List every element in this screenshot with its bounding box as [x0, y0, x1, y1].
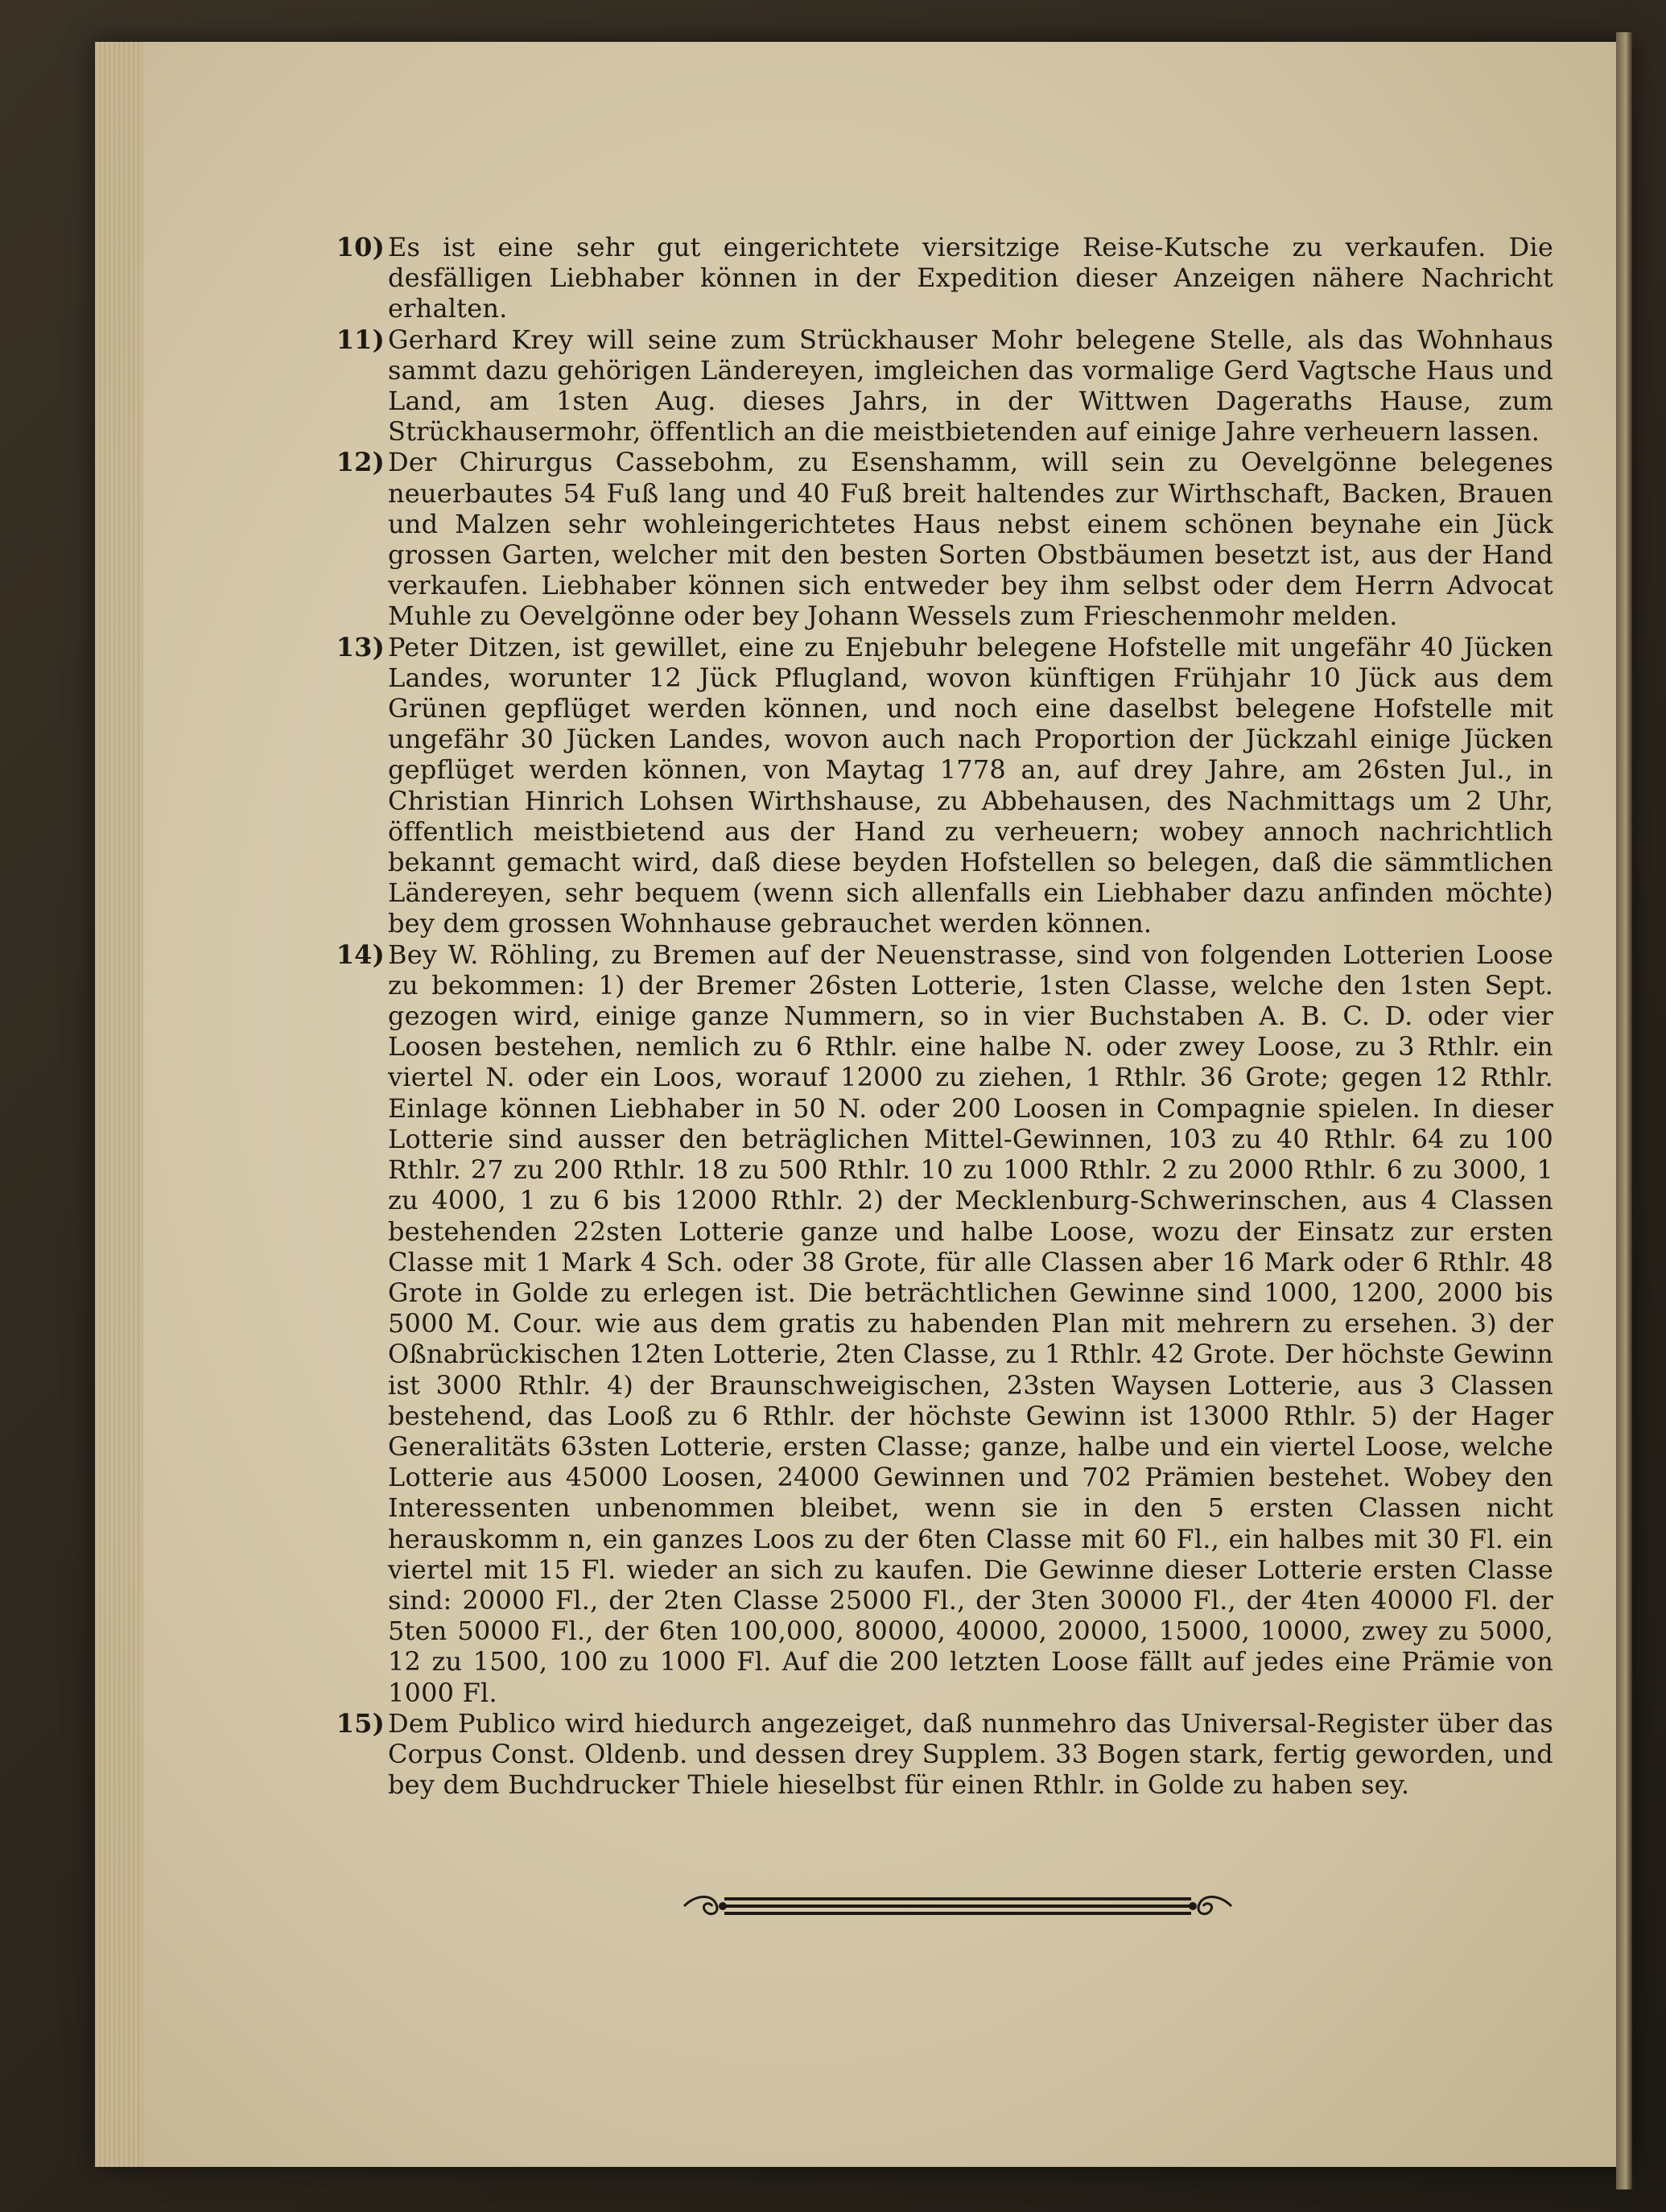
entry-number: 13) — [336, 631, 385, 662]
advertisement-entry — [336, 1707, 1553, 1801]
entry-text: Der Chirurgus Cassebohm, zu Esenshamm, will sein zu Oevelgönne belegenes neuerbautes 54 Fuß lang und 40 Fuß breit haltendes zur Wirthschaft, Backen, Brauen und Malzen sehr wohleingerichtetes Haus nebst einem schönen beynahe ein Jück grossen Garten, welcher mit den besten Sorten Obstbäumen besetzt ist, aus der Hand verkaufen. Liebhaber können sich entweder bey ihm selbst oder dem Herrn Advocat Muhle zu Oevelgönne oder bey Johann Wessels zum Frieschenmohr melden. — [388, 447, 1553, 632]
advertisement-entry — [336, 447, 1553, 632]
entry-text: Es ist eine sehr gut eingerichtete viersitzige Reise-Kutsche zu verkaufen. Die desfälligen Liebhaber können in der Expedition dieser Anzeigen nähere Nachricht erhalten. — [388, 232, 1553, 324]
advertisement-entry — [336, 324, 1553, 448]
advertisement-entry — [336, 939, 1553, 1708]
book-gutter — [1616, 32, 1632, 2189]
entry-text: Dem Publico wird hiedurch angezeiget, daß nunmehro das Universal-Register über das Corpus Const. Oldenb. und dessen drey Supplem. 33 Bogen stark, fertig geworden, und bey dem Buchdrucker Thiele hieselbst für einen Rthlr. in Golde zu haben sey. — [388, 1707, 1553, 1801]
page-edge — [95, 42, 143, 2167]
advertisement-entry — [336, 631, 1553, 939]
entry-text: Peter Ditzen, ist gewillet, eine zu Enjebuhr belegene Hofstelle mit ungefähr 40 Jücken Landes, worunter 12 Jück Pflugland, wovon künftigen Frühjahr 10 Jück aus dem Grünen gepflüget werden können, und noch eine daselbst belegene Hofstelle mit ungefähr 30 Jücken Landes, wovon auch nach Proportion der Jückzahl einige Jücken gepflüget werden können, von Maytag 1778 an, auf drey Jahre, am 26sten Jul., in Christian Hinrich Lohsen Wirthshause, zu Abbehausen, des Nachmittags um 2 Uhr, öffentlich meistbietend aus der Hand zu verheuern; wobey annoch nachrichtlich bekannt gemacht wird, daß diese beyden Hofstellen so belegen, daß die sämmtlichen Ländereyen, sehr bequem (wenn sich allenfalls ein Liebhaber dazu anfinden möchte) bey dem grossen Wohnhause gebrauchet werden können. — [388, 631, 1553, 939]
entry-text: Gerhard Krey will seine zum Strückhauser Mohr belegene Stelle, als das Wohnhaus sammt dazu gehörigen Ländereyen, imgleichen das vormalige Gerd Vagtsche Haus und Land, am 1sten Aug. dieses Jahrs, in der Wittwen Dageraths Hause, zum Strückhausermohr, öffentlich an die meistbietenden auf einige Jahre verheuern lassen. — [388, 324, 1553, 448]
entry-number: 12) — [336, 447, 385, 478]
entry-text: Bey W. Röhling, zu Bremen auf der Neuenstrasse, sind von folgenden Lotterien Loose zu bekommen: 1) der Bremer 26sten Lotterie, 1sten Classe, welche den 1sten Sept. gezogen wird, einige ganze Nummern, so in vier Buchstaben A. B. C. D. oder vier Loosen bestehen, nemlich zu 6 Rthlr. eine halbe N. oder zwey Loose, zu 3 Rthlr. ein viertel N. oder ein Loos, worauf 12000 zu ziehen, 1 Rthlr. 36 Grote; gegen 12 Rthlr. Einlage können Liebhaber in 50 N. oder 200 Loosen in Compagnie spielen. In dieser Lotterie sind ausser den beträglichen Mittel-Gewinnen, 103 zu 40 Rthlr. 64 zu 100 Rthlr. 27 zu 200 Rthlr. 18 zu 500 Rthlr. 10 zu 1000 Rthlr. 2 zu 2000 Rthlr. 6 zu 3000, 1 zu 4000, 1 zu 6 bis 12000 Rthlr. 2) der Mecklenburg-Schwerinschen, aus 4 Classen bestehenden 22sten Lotterie ganze und halbe Loose, wozu der Einsatz zur ersten Classe mit 1 Mark 4 Sch. oder 38 Grote, für alle Classen aber 16 Mark oder 6 Rthlr. 48 Grote in Golde zu erlegen ist. Die beträchtlichen Gewinne sind 1000, 1200, 2000 bis 5000 M. Cour. wie aus dem gratis zu habenden Plan mit mehrern zu ersehen. 3) der Oßnabrückischen 12ten Lotterie, 2ten Classe, zu 1 Rthlr. 42 Grote. Der höchste Gewinn ist 3000 Rthlr. 4) der Braunschweigischen, 23sten Waysen Lotterie, aus 3 Classen bestehend, das Looß zu 6 Rthlr. der höchste Gewinn ist 13000 Rthlr. 5) der Hager Generalitäts 63sten Lotterie, ersten Classe; ganze, halbe und ein viertel Loose, welche Lotterie aus 45000 Loosen, 24000 Gewinnen und 702 Prämien bestehet. Wobey den Interessenten unbenommen bleibet, wenn sie in den 5 ersten Classen nicht herauskomm n, ein ganzes Loos zu der 6ten Classe mit 60 Fl., ein halbes mit 30 Fl. ein viertel mit 15 Fl. wieder an sich zu kaufen. Die Gewinne dieser Lotterie ersten Classe sind: 20000 Fl., der 2ten Classe 25000 Fl., der 3ten 30000 Fl., der 4ten 40000 Fl. der 5ten 50000 Fl., der 6ten 100,000, 80000, 40000, 20000, 15000, 10000, zwey zu 5000, 12 zu 1500, 100 zu 1000 Fl. Auf die 200 letzten Loose fällt auf jedes eine Prämie von 1000 Fl. — [388, 939, 1553, 1708]
entry-number: 11) — [336, 324, 385, 355]
entry-number: 14) — [336, 939, 385, 970]
printer-ornament-rule-icon — [676, 1890, 1239, 1922]
advertisement-entry — [336, 232, 1553, 324]
advertisement-list — [336, 232, 1553, 1801]
entry-number: 15) — [336, 1707, 385, 1739]
entry-number: 10) — [336, 232, 385, 262]
